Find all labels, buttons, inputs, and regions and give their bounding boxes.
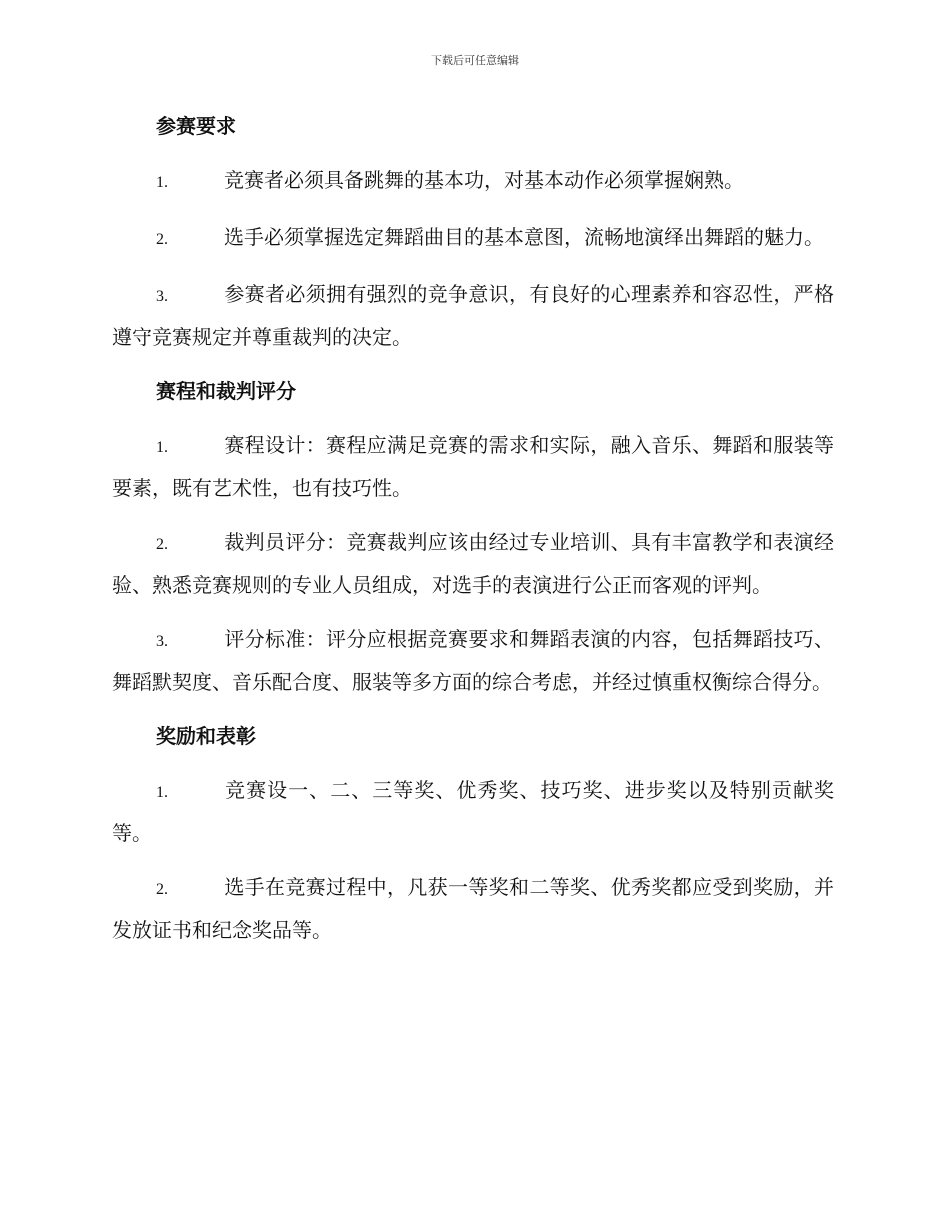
list-item <box>112 619 834 702</box>
list-item <box>112 425 834 508</box>
item-number: 2. <box>156 231 168 248</box>
list-item <box>112 217 834 260</box>
item-text: 竞赛设一、二、三等奖、优秀奖、技巧奖、进步奖以及特别贡献奖等。 <box>112 778 834 845</box>
item-number: 1. <box>156 439 168 456</box>
item-number: 1. <box>156 174 168 191</box>
item-text: 评分标准：评分应根据竞赛要求和舞蹈表演的内容，包括舞蹈技巧、舞蹈默契度、音乐配合度、服装等多方面的综合考虑，并经过慎重权衡综合得分。 <box>112 627 834 694</box>
item-text: 参赛者必须拥有强烈的竞争意识，有良好的心理素养和容忍性，严格遵守竞赛规定并尊重裁判的决定。 <box>112 282 834 349</box>
list-item <box>112 274 834 357</box>
page-header: 下载后可任意编辑 <box>431 54 519 67</box>
list-item <box>112 867 834 950</box>
item-text: 选手在竞赛过程中，凡获一等奖和二等奖、优秀奖都应受到奖励，并发放证书和纪念奖品等。 <box>112 875 834 942</box>
item-number: 1. <box>156 784 168 801</box>
item-number: 2. <box>156 536 168 553</box>
item-text: 裁判员评分：竞赛裁判应该由经过专业培训、具有丰富教学和表演经验、熟悉竞赛规则的专业人员组成，对选手的表演进行公正而客观的评判。 <box>112 530 834 597</box>
list-item <box>112 770 834 853</box>
section-heading-requirements: 参赛要求 <box>156 114 236 138</box>
item-number: 2. <box>156 881 168 898</box>
section-heading-schedule-judging: 赛程和裁判评分 <box>156 379 296 403</box>
item-text: 竞赛者必须具备跳舞的基本功，对基本动作必须掌握娴熟。 <box>224 168 744 192</box>
item-number: 3. <box>156 288 168 305</box>
item-number: 3. <box>156 633 168 650</box>
document-body <box>112 106 834 964</box>
item-text: 赛程设计：赛程应满足竞赛的需求和实际，融入音乐、舞蹈和服装等要素，既有艺术性，也有技巧性。 <box>112 433 834 500</box>
list-item <box>112 160 834 203</box>
item-text: 选手必须掌握选定舞蹈曲目的基本意图，流畅地演绎出舞蹈的魅力。 <box>224 225 824 249</box>
section-heading-awards: 奖励和表彰 <box>156 724 256 748</box>
list-item <box>112 522 834 605</box>
